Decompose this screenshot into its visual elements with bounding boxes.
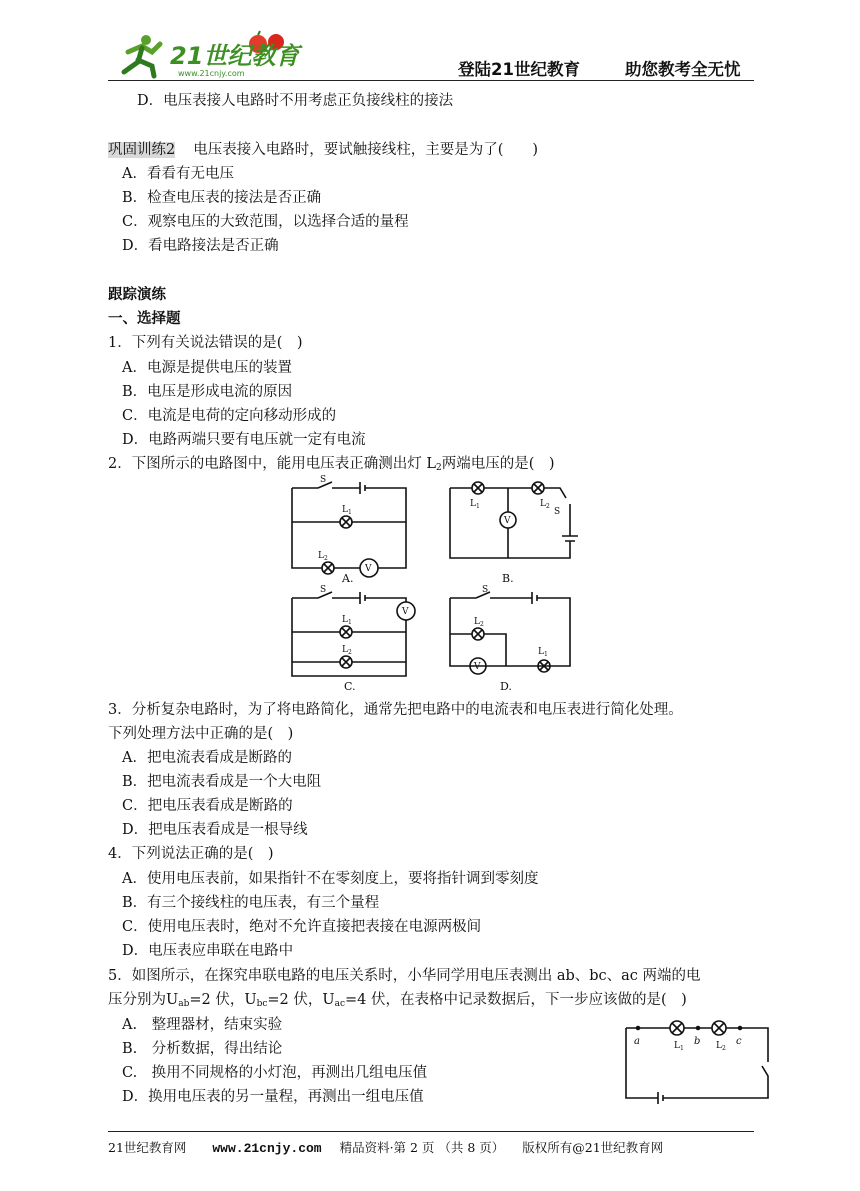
logo-graphic — [108, 30, 308, 80]
section-title: 跟踪演练 — [108, 286, 166, 303]
q5-stem-line2: 压分别为$U_{ab}=2$ 伏，$U_{bc}=2$ 伏，$U_{ac}=4$ 伏，在表格中记录数据后，下一步应该做的是( ) — [108, 992, 687, 1009]
svg-text:V: V — [474, 662, 481, 672]
q5-option-b: B. 分析数据，得出结论 — [122, 1041, 283, 1057]
svg-text:c: c — [736, 1036, 742, 1047]
consolidation-option-d: D．看电路接法是否正确 — [122, 238, 279, 254]
q5-stem-line1: 5．如图所示，在探究串联电路的电压关系时，小华同学用电压表测出 ab、bc、ac 两端的电 — [108, 968, 701, 984]
q4-option-b: B．有三个接线柱的电压表，有三个量程 — [122, 895, 380, 911]
svg-text:b: b — [694, 1036, 701, 1047]
q3-option-d: D．把电压表看成是一根导线 — [122, 822, 308, 838]
q5-option-c: C. 换用不同规格的小灯泡，再测出几组电压值 — [122, 1065, 428, 1081]
consolidation-option-c: C．观察电压的大致范围，以选择合适的量程 — [122, 214, 409, 230]
svg-text:1: 1 — [680, 1045, 684, 1052]
svg-text:S: S — [482, 585, 489, 595]
svg-text:a: a — [634, 1036, 640, 1047]
svg-text:V: V — [365, 564, 372, 574]
circuit-b — [450, 482, 578, 585]
q1-stem: 1．下列有关说法错误的是( ) — [108, 335, 303, 351]
svg-text:L: L — [342, 505, 348, 515]
q3-stem-line1: 3．分析复杂电路时，为了将电路简化，通常先把电路中的电流表和电压表进行简化处理。 — [108, 702, 683, 718]
svg-text:2: 2 — [480, 621, 484, 628]
svg-text:1: 1 — [476, 503, 480, 510]
footer-rule — [108, 1131, 754, 1132]
label-d: D. — [500, 680, 512, 693]
header-rule — [108, 80, 754, 81]
q3-stem-line2: 下列处理方法中正确的是( ) — [108, 726, 294, 742]
prev-option-d: D．电压表接人电路时不用考虑正负接线柱的接法 — [137, 93, 454, 109]
footer-copyright: 版权所有@21世纪教育网 — [522, 1140, 664, 1155]
site-logo[interactable] — [108, 30, 308, 80]
svg-text:S: S — [554, 507, 561, 517]
circuit-d — [450, 585, 570, 693]
q4-option-c: C．使用电压表时，绝对不允许直接把表接在电源两极间 — [122, 919, 482, 935]
circuit-a — [292, 475, 406, 585]
label-s: S — [320, 475, 327, 485]
consolidation-stem: 电压表接入电路时，要试触接线柱，主要是为了( ) — [193, 142, 539, 158]
svg-text:L: L — [470, 499, 476, 509]
logo-text: 21世纪教育 — [170, 42, 300, 70]
footer-left: 21世纪教育网 — [108, 1140, 187, 1155]
consolidation-label: 巩固训练2 — [108, 142, 176, 158]
svg-text:L: L — [716, 1041, 722, 1051]
label-b: B. — [502, 572, 514, 585]
svg-text:V: V — [504, 516, 511, 526]
svg-text:L: L — [342, 615, 348, 625]
svg-text:L: L — [342, 645, 348, 655]
q4-option-d: D．电压表应串联在电路中 — [122, 943, 294, 959]
q1-option-b: B．电压是形成电流的原因 — [122, 384, 293, 400]
svg-text:S: S — [320, 585, 327, 595]
q3-option-b: B．把电流表看成是一个大电阻 — [122, 774, 322, 790]
circuit-c — [292, 585, 415, 693]
subsection-title: 一、选择题 — [108, 310, 181, 327]
consolidation-option-b: B．检查电压表的接法是否正确 — [122, 190, 322, 206]
q2-stem: 2．下图所示的电路图中，能用电压表正确测出灯 $L_2$两端电压的是( ) — [108, 456, 555, 473]
q4-stem: 4．下列说法正确的是( ) — [108, 846, 274, 862]
header-slogan-1: 登陆21世纪教育 — [458, 60, 580, 79]
label-a: A. — [342, 572, 354, 585]
svg-text:L: L — [540, 499, 546, 509]
svg-text:L: L — [674, 1041, 680, 1051]
logo-url: www.21cnjy.com — [178, 69, 245, 78]
svg-text:1: 1 — [348, 619, 352, 626]
q5-option-d: D．换用电压表的另一量程，再测出一组电压值 — [122, 1089, 424, 1105]
footer — [108, 1138, 663, 1156]
footer-site-link[interactable]: www.21cnjy.com — [212, 1141, 322, 1156]
q1-option-c: C．电流是电荷的定向移动形成的 — [122, 408, 337, 424]
header-slogan-2: 助您教考全无忧 — [625, 60, 741, 79]
svg-text:1: 1 — [348, 509, 352, 516]
q5-option-a: A. 整理器材，结束实验 — [122, 1017, 283, 1033]
q4-option-a: A．使用电压表前，如果指针不在零刻度上，要将指针调到零刻度 — [122, 871, 539, 887]
svg-text:L: L — [474, 617, 480, 627]
svg-text:2: 2 — [324, 555, 328, 562]
footer-page-info: 精品资料·第 2 页 （共 8 页） — [339, 1140, 505, 1155]
q1-option-a: A．电源是提供电压的装置 — [122, 360, 292, 376]
q2-circuit-figures — [280, 474, 580, 696]
svg-text:L: L — [318, 551, 324, 561]
svg-text:2: 2 — [546, 503, 550, 510]
svg-text:1: 1 — [544, 651, 548, 658]
label-c: C. — [344, 680, 356, 693]
q1-option-d: D．电路两端只要有电压就一定有电流 — [122, 432, 366, 448]
q3-option-c: C．把电压表看成是断路的 — [122, 798, 293, 814]
q5-circuit-figure — [618, 1018, 778, 1110]
svg-text:2: 2 — [722, 1045, 726, 1052]
q3-option-a: A．把电流表看成是断路的 — [122, 750, 292, 766]
svg-text:L: L — [538, 647, 544, 657]
consolidation-question — [108, 140, 538, 160]
consolidation-option-a: A．看看有无电压 — [122, 166, 234, 182]
svg-text:V: V — [402, 607, 409, 617]
svg-text:2: 2 — [348, 649, 352, 656]
